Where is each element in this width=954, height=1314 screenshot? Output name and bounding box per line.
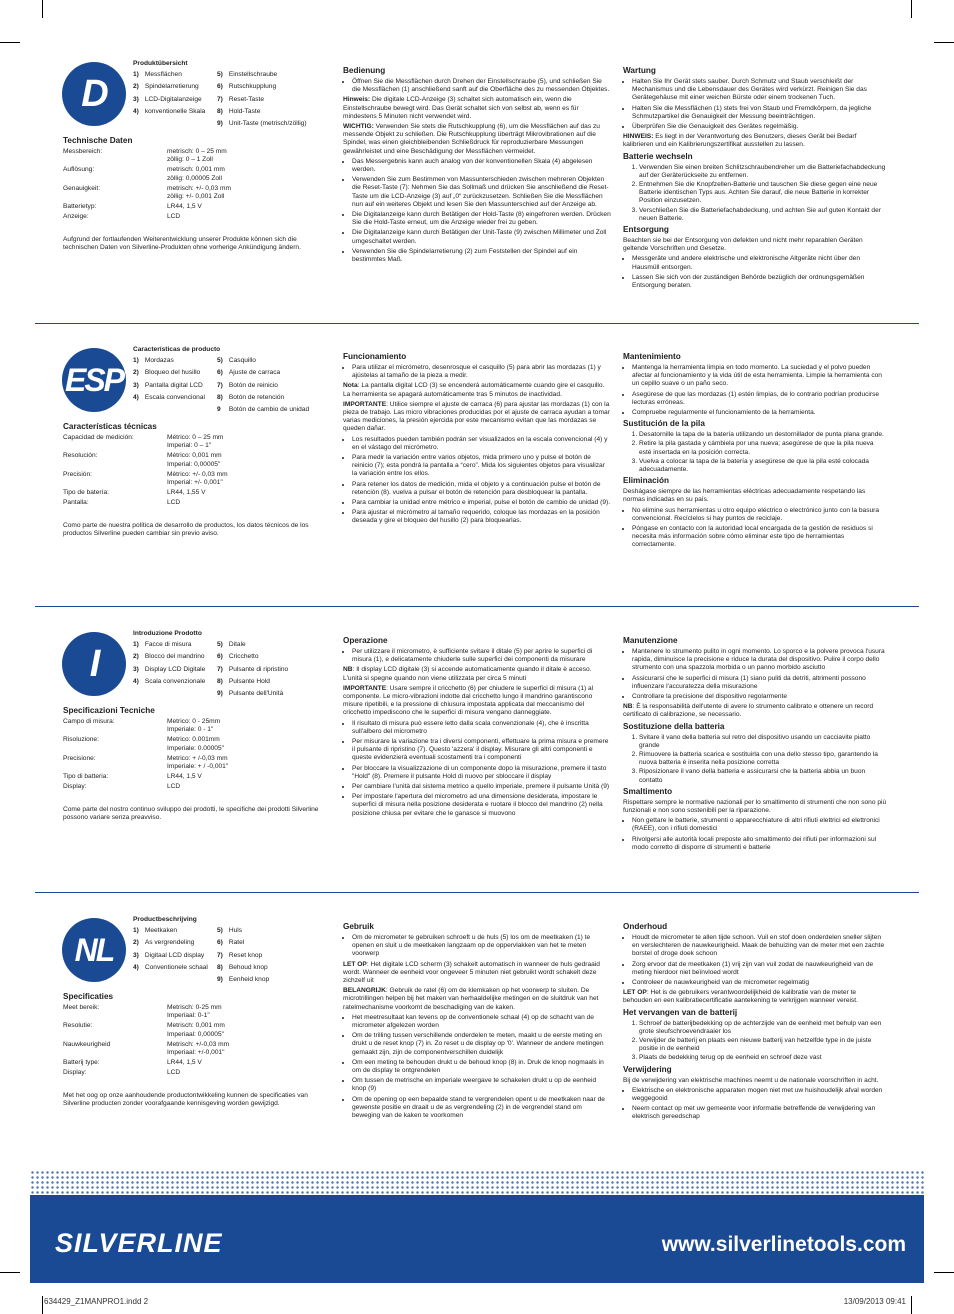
spec-label: Display: <box>63 783 87 791</box>
subheading: Wartung <box>623 66 656 75</box>
spec-value: metrisch: +/- 0,03 mm zöllig: +/- 0,001 Zoll <box>167 184 231 201</box>
list-item: • Para ajustar el micrómetro al tamaño requerido, coloque las mordazas en la posición deseada y gire el bloqueo del husillo (2) para bloquearlas. <box>352 509 611 525</box>
paragraph: Rispettare sempre le normative nazionali per lo smaltimento di strumenti che non sono più funzionali e non sono sostenibili per la riparazione. <box>623 798 887 815</box>
spec-label: Batterietyp: <box>63 203 97 211</box>
spec-value: LCD <box>167 1069 181 1077</box>
crop-mark <box>911 1296 912 1314</box>
bullet-list <box>343 364 611 380</box>
spec-value: LR44, 1,5 V <box>167 1059 202 1067</box>
spec-label: Risoluzione: <box>63 736 99 744</box>
list-item: 3. Riposizionare il vano della batteria e assicurarsi che la batteria abbia un buon contatto <box>639 768 887 784</box>
list-item: • Die Digitalanzeige kann durch Betätigen der Unit-Taste (9) zwischen Millimeter und Zoll umgeschaltet werden. <box>352 229 611 245</box>
part-item: 7) Reset-Taste <box>217 95 265 103</box>
subheading: Het vervangen van de batterij <box>623 1007 738 1017</box>
spec-value: LR44, 1,55 V <box>167 489 206 497</box>
part-item <box>133 976 217 984</box>
list-item: • No elimine sus herramientas u otro equipo eléctrico o electrónico junto con la basura convencional. Recíclelos si hay puntos de reciclaje. <box>632 507 887 523</box>
list-item: • Para utilizar el micrómetro, desenrosque el casquillo (5) para abrir las mordazas (1) y ajústelas al tamaño de la pieza a medir. <box>352 364 611 380</box>
part-item <box>133 690 217 698</box>
part-item: 6) Ajuste de carraca <box>217 369 281 377</box>
list-item: • Para retener los datos de medición, mida el objeto y a continuación pulse el botón de retención (8). vuelva a pulsar el botón de retención para desbloquear la pantalla. <box>352 481 611 497</box>
paragraph: Deshágase siempre de las herramientas eléctricas adecuadamente respetando las normas indicadas en su país. <box>623 488 866 504</box>
list-item: 2. Rimuovere la batteria scarica e sostituirla con una dello stesso tipo, garantendo la nuova batteria è inserita nella posizione corretta <box>639 751 887 767</box>
spec-label: Precisión: <box>63 470 92 478</box>
spec-note: Met het oog op onze aanhoudende productontwikkeling kunnen de specificaties van Silverline producten zonder voorafgaande kennisgeving worden gewijzigd. <box>63 1091 308 1107</box>
list-item: • Zorg ervoor dat de meetkaken (1) vrij zijn van vuil zodat de nauwkeurigheid van de meting hierdoor niet beïnvloed wordt <box>632 961 887 977</box>
list-item: 2. Entnehmen Sie die Knopfzellen-Batterie und tauschen Sie diese gegen eine neue Batterie identischen Typs aus. Achten Sie darauf, die neue Batterie in korrekter Position einzusetzen. <box>639 181 887 206</box>
list-item: 1. Svitare il vano della batteria sul retro del dispositivo usando un cacciavite piatto grande <box>639 734 887 750</box>
list-item: • Om de trilling tussen verschillende onderdelen te meten, maakt u de eerste meting en drukt u de reset knop (7) in. Zo reset u de display op '0'. Wanneer de andere metingen gemaakt zijn, zijn de componentverschillen duidelijk <box>352 1032 611 1057</box>
paragraph: HINWEIS: Es liegt in der Verantwortung des Benutzers, dieses Gerät bei Bedarf kalibrieren und ein Kalibrierungszertifikat ausstellen zu lassen. <box>623 133 857 149</box>
list-item: • Om tussen de metrische en imperiale weergave te schakelen drukt u op de eenheid knop (9) <box>352 1077 611 1093</box>
numbered-list <box>623 431 887 474</box>
spec-label: Genauigkeit: <box>63 184 101 192</box>
list-item: • Per misurare la variazione tra i diversi componenti, effettuare la prima misura e premere il pulsante di ripristino (7). Questo 'azzera' il display. Misurare gli altri componenti e queste evidenzierà eventuali scostamenti tra i componenti <box>352 738 611 763</box>
list-item: • Mantenere lo strumento pulito in ogni momento. Lo sporco e la polvere provoca l'usura rapida, diminuisce la precisione e riduce la durata del dispositivo. Pulire il corpo dello strumento con una spazzola morbida o un panno morbido asciutto <box>632 648 887 673</box>
spec-label: Resolución: <box>63 452 98 460</box>
crop-mark <box>42 1296 43 1314</box>
bullet-list <box>623 817 887 852</box>
operation-title: Gebruik <box>343 922 374 931</box>
spec-label: Display: <box>63 1069 87 1077</box>
spec-value: LR44, 1,5 V <box>167 203 202 211</box>
part-item: 8) Behoud knop <box>217 963 268 971</box>
subheading: Verwijdering <box>623 1064 672 1074</box>
maintenance-column <box>623 920 887 1124</box>
spec-label: Anzeige: <box>63 213 89 221</box>
list-item: • Asegúrese de que las mordazas (1) estén limpias, de lo contrario podrían producirse lecturas erróneas. <box>632 391 887 407</box>
bullet-list <box>343 1014 611 1120</box>
list-item: • Per cambiare l'unità dal sistema metrico a quello imperiale, premere il pulsante Unità (9) <box>352 783 611 791</box>
bullet-list <box>623 78 887 131</box>
overview-title: Produktübersicht <box>133 60 188 67</box>
specifications <box>63 134 323 254</box>
specifications <box>63 420 323 540</box>
list-item: • Assicurarsi che le superfici di misura (1) siano puliti da detriti, altrimenti possono influenzare l'accuratezza della misurazione <box>632 675 887 691</box>
subheading: Sostituzione della batteria <box>623 721 725 731</box>
list-item: 3. Plaats de bedekking terug op de eenheid en schroef deze vast <box>639 1054 887 1062</box>
part-item: 3) LCD-Digitalanzeige <box>133 95 202 103</box>
maintenance-column <box>623 350 887 552</box>
spec-label: Resolutie: <box>63 1022 93 1030</box>
part-item: 8) Pulsante Hold <box>217 677 270 685</box>
subheading: Manutenzione <box>623 636 678 645</box>
bullet-list <box>623 507 887 550</box>
list-item: • Controleer de nauwkeurigheid van de micrometer regelmatig <box>632 979 887 987</box>
spec-note: Come parte del nostro continuo sviluppo dei prodotti, le specifiche dei prodotti Silverline possono variare senza preavviso. <box>63 805 319 821</box>
list-item: • Controllare la precisione del dispositivo regolarmente <box>632 693 887 701</box>
crop-mark <box>911 0 912 18</box>
paragraph: Hinweis: Die digitale LCD-Anzeige (3) schaltet sich automatisch ein, wenn die Einstellschraube bewegt wird. Das Gerät schaltet sich von selbst ab, wenn es für mindestens 5 Minuten nicht verwendet wird. <box>343 96 579 120</box>
subheading: Batterie wechseln <box>623 151 693 161</box>
subheading: Onderhoud <box>623 922 668 931</box>
part-item: 5) Casquillo <box>217 357 256 365</box>
section-divider <box>35 323 919 324</box>
paragraph: LET OP: Het is de gebruikers verantwoordelijkheid de kalibratie van de meter te behouden en een kalibratiecertificatie aantekening te verkrijgen wanneer vereist. <box>623 989 858 1005</box>
language-badge: D <box>62 62 126 126</box>
list-item: • Das Messergebnis kann auch analog von der konventionellen Skala (4) abgelesen werden. <box>352 158 611 174</box>
subheading: Eliminación <box>623 476 669 486</box>
language-badge: I <box>62 632 126 696</box>
subheading: Entsorgung <box>623 225 669 235</box>
product-overview <box>133 60 333 129</box>
spec-label: Messbereich: <box>63 148 103 155</box>
part-item: 3) Pantalla digital LCD <box>133 381 203 389</box>
operation-title: Operazione <box>343 636 388 645</box>
list-item: 1. Desatornille la tapa de la batería utilizando un destornillador de punta plana grande. <box>639 431 887 439</box>
part-item: 4) konventionelle Skala <box>133 107 206 115</box>
list-item: • Het meetresultaat kan tevens op de conventionele schaal (4) op de schacht van de micrometer afgelezen worden <box>352 1014 611 1030</box>
part-item: 1) Messflächen <box>133 71 182 79</box>
list-item: • Houdt de micrometer te allen tijde schoon. Vuil en stof doen onderdelen sneller slijten en verslechteren de nauwkeurigheid. Maak de behuizing van de meter met een zachte borstel of droge doek schoon <box>632 934 887 959</box>
bullet-list <box>623 255 887 290</box>
numbered-list <box>623 1020 887 1063</box>
bullet-list <box>623 648 887 701</box>
paragraph: NB: È la responsabilità dell'utente di avere lo strumento calibrato e ottenere un record certificato di calibrazione, se necessario. <box>623 703 874 719</box>
bullet-list <box>343 436 611 526</box>
section-divider <box>35 892 919 893</box>
spec-label: Tipo de batería: <box>63 489 109 497</box>
part-item <box>133 120 217 128</box>
numbered-list <box>623 164 887 223</box>
paragraph: Beachten sie bei der Entsorgung von defekten und nicht mehr reparablen Geräten geltende Vorschriften und Gesetze. <box>623 237 863 253</box>
specifications <box>63 990 323 1110</box>
list-item: • Halten Sie die Messflächen (1) stets frei von Staub und Fremdkörpern, da jegliche Schmutzpartikel die Genauigkeit der Messung beeinträchtigen. <box>632 105 887 121</box>
part-item: 4) Conventionele schaal <box>133 963 208 971</box>
part-item: 4) Escala convencional <box>133 393 205 401</box>
part-item: 7) Pulsante di ripristino <box>217 665 289 673</box>
part-item: 9) Eenheid knop <box>217 976 270 984</box>
spec-value: LCD <box>167 213 181 221</box>
spec-value: LR44, 1,5 V <box>167 773 202 781</box>
spec-value: Metrisch: 0-25 mm Imperiaal: 0-1" <box>167 1004 222 1020</box>
spec-label: Capacidad de medición: <box>63 434 134 441</box>
list-item: • Messgeräte und andere elektrische und elektronische Altgeräte nicht über den Hausmüll entsorgen. <box>632 255 887 271</box>
spec-value: Metrisch: 0,001 mm Imperiaal: 0,00005" <box>167 1022 225 1038</box>
part-item: 5) Einstellschraube <box>217 71 278 79</box>
file-name: 634429_Z1MANPRO1.indd 2 <box>44 1297 149 1306</box>
part-item: 8) Hold-Taste <box>217 107 261 115</box>
paragraph: Bij de verwijdering van elektrische machines neemt u de nationale voorschriften in acht. <box>623 1076 879 1084</box>
part-item: 1) Facce di misura <box>133 641 192 649</box>
part-item: 2) Spindelarretierung <box>133 83 199 91</box>
list-item: • Neem contact op met uw gemeente voor informatie betreffende de verwijdering van elektrisch gereedschap <box>632 1105 887 1121</box>
list-item: • Halten Sie Ihr Gerät stets sauber. Durch Schmutz und Staub verschleißt der Mechanismus und die Lebensdauer des Gerätes wird verkürzt. Reinigen Sie das Gerätegehäuse mit einer weichen Bürste oder einem trockenen Tuch. <box>632 78 887 103</box>
part-item: 7) Botón de reinicio <box>217 381 278 389</box>
paragraph: IMPORTANTE: Utilice siempre el ajuste de carraca (6) para ajustar las mordazas (1) con la pieza de trabajo. Las micro vibraciones producidas por el ajuste de carraca ayudan a tomar varias mediciones, la presión ejercida por este mecanismo evitan que las mordazas se queden dañar. <box>343 400 610 433</box>
spec-value: LCD <box>167 783 181 791</box>
product-overview <box>133 916 333 985</box>
list-item: 3. Vuelva a colocar la tapa de la batería y asegúrese de que la pila esté colocada adecuadamente. <box>639 458 887 474</box>
overview-title: Características de producto <box>133 346 221 353</box>
spec-title: Specificaties <box>63 992 114 1001</box>
list-item: • Per bloccare la visualizzazione di un componente dopo la misurazione, premere il tasto "Hold" (8). Premere il pulsante Hold di nuovo per sbloccare il display <box>352 765 611 781</box>
list-item: • Verwenden Sie die Spindelarretierung (2) zum Feststellen der Spindel auf ein bestimmtes Maß. <box>352 248 611 264</box>
spec-label: Campo di misura: <box>63 718 115 725</box>
operation-column <box>343 64 611 266</box>
list-item: • Para medir la variación entre varios objetos, mida primero uno y pulse el botón de reinicio (7); esta pondrá la pantalla a “cero”. Mida los siguientes objetos para visualizar la variación entre los ellos. <box>352 454 611 479</box>
spec-value: LCD <box>167 499 181 507</box>
language-badge: ESP <box>62 348 126 412</box>
part-item: 6) Rutschkupplung <box>217 83 277 91</box>
part-item: 5) Huls <box>217 927 243 935</box>
spec-title: Características técnicas <box>63 422 157 431</box>
part-item: 7) Reset knop <box>217 951 263 959</box>
part-item: 2) As vergrendeling <box>133 939 195 947</box>
part-item: 9) Unit-Taste (metrisch/zöllig) <box>217 120 307 128</box>
brand-logo: SILVERLINE <box>55 1228 223 1258</box>
overview-title: Introduzione Prodotto <box>133 630 202 637</box>
list-item: 3. Verschließen Sie die Batteriefachabdeckung, und achten Sie auf guten Kontakt der neuen Batterie. <box>639 207 887 223</box>
list-item: • Il risultato di misura può essere letto dalla scala convenzionale (4), che è inscritta sull'albero del micrometro <box>352 720 611 736</box>
list-item: • Compruebe regularmente el funcionamiento de la herramienta. <box>632 409 887 417</box>
part-item: 4) Scala convenzionale <box>133 677 206 685</box>
list-item: • Om de opening op een bepaalde stand te vergrendelen opent u de meetkaken naar de gewenste positie en draait u de as vergrendeling (2) in de vergrendel stand om beweging van de kaken te voorkomen <box>352 1096 611 1121</box>
section-divider <box>35 606 919 607</box>
spec-label: Precisione: <box>63 754 96 762</box>
list-item: 1. Verwenden Sie einen breiten Schlitzschraubendreher um die Batteriefachabdeckung auf der Geräterückseite zu entfernen. <box>639 164 887 180</box>
operation-column <box>343 350 611 528</box>
list-item: • Non gettare le batterie, strumenti o apparecchiature di altri rifiuti elettrici ed elettronici (RAEE), con i rifiuti domestici <box>632 817 887 833</box>
list-item: 2. Retire la pila gastada y cámbiela por una nueva; asegúrese de que la pila nueva esté insertada en la posición correcta. <box>639 440 887 456</box>
spec-label: Batterij type: <box>63 1059 100 1067</box>
bullet-list <box>343 78 611 94</box>
spec-value: Metrico: 0 - 25mm Imperiale: 0 - 1" <box>167 718 221 734</box>
list-item: 1. Schroef de batterijbedekking op de achterzijde van de eenheid met behulp van een grote sleufschroevendraaier los <box>639 1020 887 1036</box>
list-item: • Verwenden Sie zum Bestimmen von Massunterschieden zwischen mehreren Objekten die Reset-Taste (7): Nehmen Sie das Sollmaß und drücken Sie anschließend die Reset-Taste um die LCD-Anzeige (3) auf „0“ zurückzusetzen. Schließen Sie die Messflächen nun auf ein weiteres Objekt und lesen Sie den Massunterschied auf der Anzeige ab. <box>352 176 611 209</box>
spec-value: Metrisch: +/-0,03 mm Imperiaal: +/-0,001" <box>167 1040 230 1057</box>
crop-mark <box>0 42 20 43</box>
spec-value: metrisch: 0,001 mm zöllig: 0,00005 Zoll <box>167 166 225 182</box>
list-item: • Die Digitalanzeige kann durch Betätigen der Hold-Taste (8) eingefroren werden. Drücken Sie die Hold-Taste erneut, um die Anzeige wieder frei zu geben. <box>352 211 611 227</box>
list-item: • Para cambiar la unidad entre métrico e imperial, pulse el botón de cambio de unidad (9). <box>352 499 611 507</box>
bullet-list <box>623 364 887 417</box>
spec-label: Tipo di batteria: <box>63 773 109 781</box>
list-item: • Öffnen Sie die Messflächen durch Drehen der Einstellschraube (5), und schließen Sie die Messflächen (1) anschließend sanft auf die Oberfläche des zu messenden Objektes. <box>352 78 611 94</box>
paragraph: WICHTIG: Verwenden Sie stets die Rutschkupplung (6), um die Messflächen auf das zu messende Objekt zu schließen. Die Rutschkupplung überträgt Mikrovibrationen auf die Spindel, was einen gleichbleibenden Schließdruck für reproduzierbare Messungen gewährleistet und eine Beschädigung der Messflächen vermeidet. <box>343 123 600 155</box>
list-item: • Mantenga la herramienta limpia en todo momento. La suciedad y el polvo pueden afectar al funcionamiento y la vida útil de esta herramienta. Limpie la herramienta con un cepillo suave o un paño seco. <box>632 364 887 389</box>
subheading: Sustitución de la pila <box>623 419 705 429</box>
part-item: 2) Bloqueo del husillo <box>133 369 201 377</box>
part-item: 9 Botón de cambio de unidad <box>217 406 310 414</box>
spec-value: Métrico: +/- 0,03 mm Imperial: +/- 0,001" <box>167 470 228 487</box>
bullet-list <box>623 934 887 987</box>
subheading: Smaltimento <box>623 786 673 796</box>
list-item: • Om de micrometer te gebruiken schroeft u de huls (5) los om de meetkaken (1) te openen en sluit u de meetkaken langzaam op de oppervlakken van het te meten voorwerp <box>352 934 611 959</box>
subheading: Mantenimiento <box>623 352 681 361</box>
spec-note: Aufgrund der fortlaufenden Weiterentwicklung unserer Produkte können sich die technischen Daten von Silverline-Produkten ohne vorherige Ankündigung ändern. <box>63 235 301 251</box>
spec-label: Pantalla: <box>63 499 89 507</box>
language-badge: NL <box>62 918 126 982</box>
part-item: 2) Blocco del mandrino <box>133 653 205 661</box>
part-item: 6) Ratel <box>217 939 245 947</box>
bullet-list <box>343 648 611 664</box>
list-item: 2. Verwijder de batterij en plaats een nieuwe batterij van hetzelfde type in de juiste positie in de eenheid <box>639 1037 887 1053</box>
crop-mark <box>0 1272 20 1273</box>
part-item: 1) Meetkaken <box>133 927 178 935</box>
part-item: 3) Digitaal LCD display <box>133 951 205 959</box>
spec-label: Auflösung: <box>63 166 95 174</box>
maintenance-column <box>623 64 887 292</box>
spec-label: Meet bereik: <box>63 1004 100 1011</box>
list-item: • Lassen Sie sich von der zuständigen Behörde bezüglich der ordnungsgemäßen Entsorgung beraten. <box>632 274 887 290</box>
part-item: 8) Botón de retención <box>217 393 285 401</box>
list-item: • Om een meting te behouden drukt u de behoud knop (8) in. Druk de knop nogmaals in om de display te ontgrendelen <box>352 1059 611 1075</box>
paragraph: IMPORTANTE: Usare sempre il cricchetto (6) per chiudere le superfici di misura (1) al componente. Le micro-vibrazioni indotte dal cricchetto lungo il mandrino garantiscono misure ripetibili, e la pressione di chiusura impostata applicata dal meccanismo del cricchetto impediscono che le superfici di misura vengano danneggiate. <box>343 684 594 717</box>
list-item: • Überprüfen Sie die Genauigkeit des Gerätes regelmäßig. <box>632 123 887 131</box>
crop-mark <box>934 1272 954 1273</box>
spec-note: Como parte de nuestra política de desarrollo de productos, los datos técnicos de los productos Silverline pueden cambiar sin previo aviso. <box>63 521 309 537</box>
paragraph: NB: Il display LCD digitale (3) si accende automaticamente quando il ditale è acceso. L'unità si spegne quando non viene utilizzata per circa 5 minuti <box>343 666 592 682</box>
spec-value: metrisch: 0 – 25 mm zöllig: 0 – 1 Zoll <box>167 148 227 164</box>
list-item: • Per utilizzare il micrometro, è sufficiente svitare il ditale (5) per aprire le superfici di misura (1), e delicatamente chiuderle sulle superfici dei componenti da misurare <box>352 648 611 664</box>
part-item: 9) Pulsante dell'Unità <box>217 690 284 698</box>
operation-title: Bedienung <box>343 66 386 75</box>
spec-value: Metrico: 0.001mm Imperiale: 0.00005" <box>167 736 224 752</box>
specifications <box>63 704 323 824</box>
product-overview <box>133 346 333 415</box>
part-item: 5) Ditale <box>217 641 246 649</box>
list-item: • Per impostare l'apertura del micrometro ad una dimensione desiderata, impostare le superfici di misura nella posizione desiderata e ruotare il blocco del mandrino (2) nella posizione chiusa per evitare che le ganasce si muovono <box>352 793 611 818</box>
spec-title: Specificazioni Tecniche <box>63 706 155 715</box>
spec-label: Nauwkeurigheid <box>63 1040 111 1048</box>
product-overview <box>133 630 333 699</box>
list-item: • Elektrische en elektronische apparaten mogen niet met uw huishoudelijk afval worden weggegooid <box>632 1087 887 1103</box>
spec-value: Métrico: 0,001 mm Imperial: 0,00005" <box>167 452 222 468</box>
bullet-list <box>343 158 611 264</box>
part-item: 6) Cricchetto <box>217 653 259 661</box>
operation-column <box>343 920 611 1122</box>
bullet-list <box>343 720 611 818</box>
dot-pattern <box>30 1170 924 1198</box>
spec-title: Technische Daten <box>63 136 133 145</box>
spec-value: Métrico: 0 – 25 mm Imperial: 0 – 1" <box>167 434 224 450</box>
paragraph: LET OP: Het digitale LCD scherm (3) schakelt automatisch in wanneer de huls gedraaid wordt. Wanneer de eenheid voor ongeveer 5 minuten niet gebruikt wordt schakelt deze zichzelf uit <box>343 960 600 985</box>
part-item: 1) Mordazas <box>133 357 174 365</box>
part-item: 3) Display LCD Digitale <box>133 665 206 673</box>
crop-mark <box>42 0 43 18</box>
operation-title: Funcionamiento <box>343 352 407 361</box>
paragraph: BELANGRIJK: Gebruik de ratel (6) om de klemkaken op het voorwerp te sluiten. De microtrillingen helpen bij het maken van herhaaldelijke metingen en de sluitdruk van het ratelmechanisme voorkomt de beschadiging van de kaken. <box>343 987 599 1011</box>
operation-column <box>343 634 611 820</box>
bullet-list <box>623 1087 887 1122</box>
maintenance-column <box>623 634 887 854</box>
overview-title: Productbeschrijving <box>133 916 197 923</box>
list-item: • Rivolgersi alle autorità locali preposte allo smaltimento dei rifiuti per informazioni sul modo corretto di disporre di strumenti e batterie <box>632 836 887 852</box>
list-item: • Póngase en contacto con la autoridad local encargada de la gestión de residuos si necesita más información sobre cómo eliminar este tipo de herramientas correctamente. <box>632 525 887 550</box>
bullet-list <box>343 934 611 959</box>
spec-value: Metrico: + /-0,03 mm Imperiale: + / -0,001" <box>167 754 229 771</box>
print-datetime: 13/09/2013 09:41 <box>843 1297 906 1306</box>
crop-mark <box>934 42 954 43</box>
numbered-list <box>623 734 887 785</box>
paragraph: Nota: La pantalla digital LCD (3) se encenderá automáticamente cuando gire el casquillo. La herramienta se apagará automáticamente tras 5 minutos de inactividad. <box>343 382 605 398</box>
website-url[interactable]: www.silverlinetools.com <box>661 1233 906 1256</box>
list-item: • Los resultados pueden también podrán ser visualizados en la escala convencional (4) y en el vástago del micrómetro. <box>352 436 611 452</box>
part-item <box>133 406 217 414</box>
